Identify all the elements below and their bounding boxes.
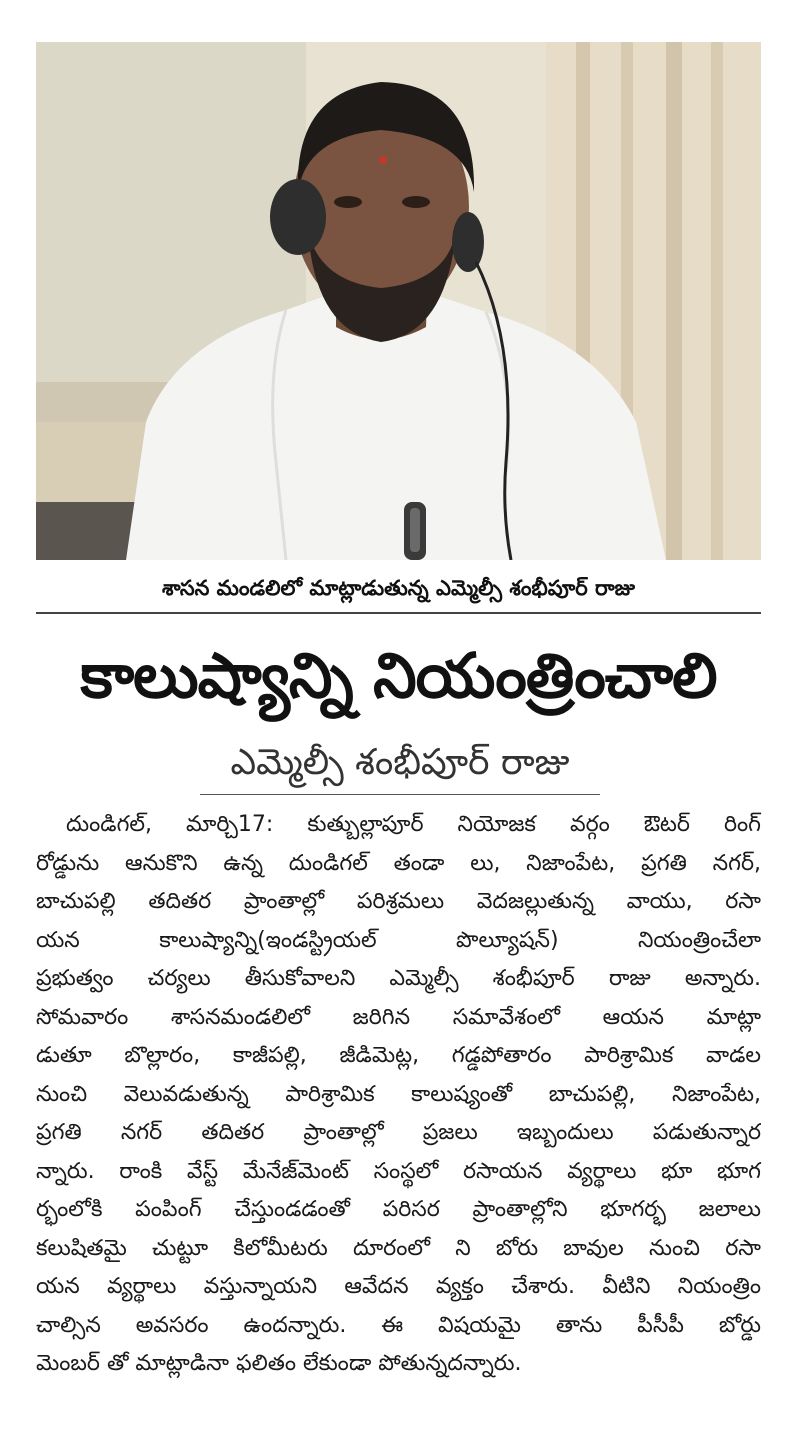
subheadline-underline xyxy=(200,794,600,795)
article-body xyxy=(36,806,761,1436)
photo-caption: శాసన మండలిలో మాట్లాడుతున్న ఎమ్మెల్సీ శంభీపూర్ రాజు xyxy=(162,576,635,600)
body-line: ర్భంలోకి పంపింగ్ చేస్తుండడంతో పరిసర ప్రాంతాల్లోని భూగర్భ జలాలు xyxy=(36,1197,761,1222)
body-line: డుతూ బొల్లారం, కాజీపల్లి, జీడిమెట్ల, గడ్డపోతారం పారిశ్రామిక వాడల xyxy=(36,1043,761,1068)
body-line: యన వ్యర్థాలు వస్తున్నాయని ఆవేదన వ్యక్తం చేశారు. వీటిని నియంత్రిం xyxy=(36,1274,761,1299)
body-line: రోడ్డును ఆనుకొని ఉన్న దుండిగల్ తండా లు, నిజాంపేట, ప్రగతి నగర్, xyxy=(36,850,761,876)
body-line: బాచుపల్లి తదితర ప్రాంతాల్లో పరిశ్రమలు వెదజల్లుతున్న వాయు, రసా xyxy=(36,889,761,914)
body-line: దుండిగల్, మార్చి17: కుత్బుల్లాపూర్ నియోజక వర్గం ఔటర్ రింగ్ xyxy=(66,812,761,837)
body-line: న్నారు. రాంకి వేస్ట్ మేనేజ్‌మెంట్ సంస్థలో రసాయన వ్యర్థాలు భూ భూగ xyxy=(36,1158,761,1184)
subheadline: ఎమ్మెల్సీ శంభీపూర్ రాజు xyxy=(230,742,570,783)
microphone-icon xyxy=(404,502,426,560)
body-line: చాల్సిన అవసరం ఉందన్నారు. ఈ విషయమై తాను పీసీపీ బోర్డు xyxy=(36,1312,761,1338)
body-line: యన కాలుష్యాన్ని(ఇండస్ట్రియల్ పొల్యూషన్) నియంత్రించేలా xyxy=(36,927,761,953)
divider xyxy=(36,612,761,614)
body-line: మెంబర్ తో మాట్లాడినా ఫలితం లేకుండా పోతున్నదన్నారు. xyxy=(36,1351,522,1376)
photo-person xyxy=(36,42,761,560)
body-line: నుంచి వెలువడుతున్న పారిశ్రామిక కాలుష్యంతో బాచుపల్లి, నిజాంపేట, xyxy=(36,1081,761,1107)
article-photo xyxy=(36,42,761,560)
body-line: ప్రగతి నగర్ తదితర ప్రాంతాల్లో ప్రజలు ఇబ్బందులు పడుతున్నార xyxy=(36,1120,761,1145)
body-line: కలుషితమై చుట్టూ కిలోమీటరు దూరంలో ని బోరు బావుల నుంచి రసా xyxy=(36,1235,761,1261)
headline: కాలుష్యాన్ని నియంత్రించాలి xyxy=(80,639,717,712)
body-line: సోమవారం శాసనమండలిలో జరిగిన సమావేశంలో ఆయన మాట్లా xyxy=(36,1004,761,1030)
body-line: ప్రభుత్వం చర్యలు తీసుకోవాలని ఎమ్మెల్సీ శంభీపూర్ రాజు అన్నారు. xyxy=(36,966,761,991)
